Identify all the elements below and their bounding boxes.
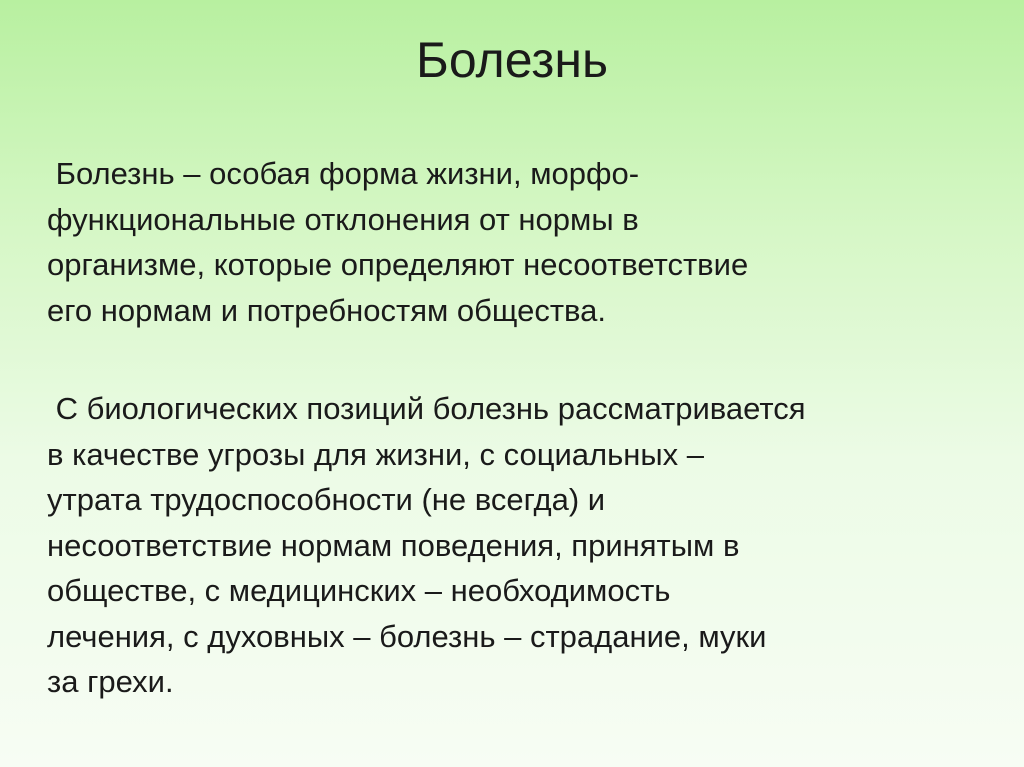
- paragraph-line: утрата трудоспособности (не всегда) и: [47, 482, 606, 517]
- paragraph-line: за грехи.: [47, 664, 174, 699]
- paragraph-line: его нормам и потребностям общества.: [47, 292, 606, 328]
- slide-title: Болезнь: [416, 32, 608, 88]
- paragraph-line: обществе, с медицинских – необходимость: [47, 573, 671, 608]
- paragraph-line: организме, которые определяют несоответствие: [47, 247, 749, 282]
- paragraph-perspectives: [47, 386, 1007, 705]
- paragraph-line: функциональные отклонения от нормы в: [47, 201, 639, 237]
- paragraph-line: несоответствие нормам поведения, принятым в: [47, 527, 740, 563]
- paragraph-line: С биологических позиций болезнь рассматривается: [47, 391, 806, 426]
- paragraph-line: Болезнь – особая форма жизни, морфо-: [47, 156, 640, 191]
- paragraph-line: лечения, с духовных – болезнь – страдание, муки: [47, 618, 767, 654]
- paragraph-definition: [47, 151, 1007, 333]
- paragraph-line: в качестве угрозы для жизни, с социальных –: [47, 436, 705, 472]
